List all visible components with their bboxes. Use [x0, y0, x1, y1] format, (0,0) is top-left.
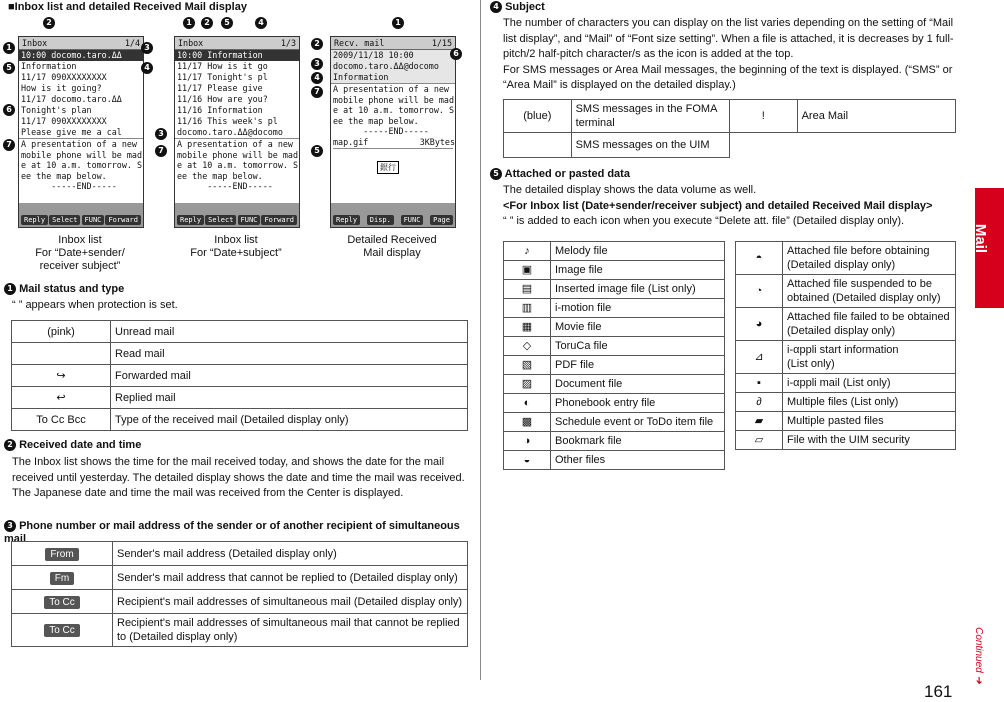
row-icon: [12, 321, 111, 343]
section-2-text: The Inbox list shows the time for the mail received today, and shows the date for the mail received until yesterday. The detailed display shows the date and time the mail was received. The Japanese date and time the mail was received from the Center is displayed.: [12, 456, 465, 499]
callout-number: 1: [3, 42, 15, 54]
row-icon: [736, 431, 783, 450]
row-text: File with the UIM security: [783, 431, 956, 450]
row-text: Phonebook entry file: [551, 394, 725, 413]
soft-key[interactable]: FUNC: [238, 215, 261, 225]
soft-key[interactable]: Reply: [177, 215, 204, 225]
row-icon-label: ◑: [523, 435, 531, 447]
mail-body-preview: A presentation of a new mobile phone will be mad e at 10 a.m. tomorrow. S ee the map below. -----END-----: [333, 84, 455, 136]
row-icon-label: ▩: [521, 416, 533, 428]
callout-number: 3: [311, 58, 323, 70]
mail-list-item: 2009/11/18 10:00: [331, 50, 455, 61]
callout-number: 3: [141, 42, 153, 54]
callout-number: 4: [141, 62, 153, 74]
row-icon: [504, 413, 551, 432]
mail-list-item: 11/16 Information: [177, 105, 263, 115]
row-text: [797, 133, 955, 158]
map-label: 銀行: [377, 161, 399, 174]
row-text: i-αppli start information (List only): [783, 341, 956, 374]
row-icon-label: From: [45, 548, 78, 561]
row-icon: [736, 341, 783, 374]
phone-title-bar: [175, 37, 299, 50]
row-text: Multiple files (List only): [783, 393, 956, 412]
table-row: [12, 566, 468, 590]
callout-number: 7: [311, 86, 323, 98]
soft-key[interactable]: Forward: [261, 215, 297, 225]
table-row: [504, 356, 725, 375]
row-icon: [504, 375, 551, 394]
row-text: SMS messages in the FOMA terminal: [571, 100, 729, 133]
row-icon-label: (pink): [47, 325, 75, 338]
row-icon: [12, 387, 111, 409]
row-icon-label: ◐: [523, 397, 531, 409]
soft-key[interactable]: Reply: [333, 215, 360, 225]
protection-note-text: “ ” appears when protection is set.: [12, 299, 178, 311]
section-5-text-1: The detailed display shows the data volume as well.: [503, 184, 757, 196]
phone-caption: Detailed Received Mail display: [347, 234, 437, 259]
section-title: ■Inbox list and detailed Received Mail display: [8, 1, 247, 13]
phone-caption: Inbox list For “Date+subject”: [190, 234, 282, 259]
row-text: Other files: [551, 451, 725, 470]
sms-table: [503, 99, 956, 158]
status-table: [11, 320, 468, 431]
table-row: [504, 299, 725, 318]
callout-number: 3: [4, 520, 16, 532]
mail-list-item: 11/17 How is it go: [177, 61, 268, 71]
table-row: [504, 318, 725, 337]
table-row: [12, 614, 468, 647]
phone-screen: [18, 36, 144, 228]
soft-key-bar: [175, 203, 299, 227]
mail-list-item: 11/16 This week's pl: [177, 116, 278, 126]
row-text: i-motion file: [551, 299, 725, 318]
attachment-row: [331, 137, 455, 148]
soft-key[interactable]: FUNC: [82, 215, 105, 225]
phone-title: Recv. mail: [334, 38, 385, 48]
row-icon-label: ▱: [754, 434, 764, 446]
row-icon: [736, 308, 783, 341]
mail-body-preview: A presentation of a new mobile phone will be mad e at 10 a.m. tomorrow. S ee the map below. -----END-----: [21, 139, 143, 191]
section-2-title: Received date and time: [19, 439, 142, 451]
callout-number: 7: [3, 139, 15, 151]
callout-number: 6: [3, 104, 15, 116]
section-4-heading: [490, 1, 545, 14]
row-icon: [504, 261, 551, 280]
row-icon-label: ⊿: [754, 351, 764, 363]
mail-list-item: 11/17 090XXXXXXXX: [21, 116, 107, 126]
callout-number: 1: [183, 17, 195, 29]
row-text: Multiple pasted files: [783, 412, 956, 431]
row-icon-label: ▣: [521, 264, 533, 276]
attachment-name: map.gif: [333, 136, 369, 147]
row-text: Bookmark file: [551, 432, 725, 451]
table-row: [504, 280, 725, 299]
phone-title: Inbox: [22, 38, 48, 48]
section-1-title: Mail status and type: [19, 283, 125, 295]
row-icon: [504, 280, 551, 299]
phone-title-bar: [331, 37, 455, 50]
protection-note: [12, 298, 178, 314]
row-icon: [12, 365, 111, 387]
mail-list-item: 11/16 How are you?: [177, 94, 268, 104]
table-row: [504, 432, 725, 451]
section-5-text-3: “ ” is added to each icon when you execute “Delete att. file” (Detailed display only).: [503, 215, 905, 227]
table-row: [504, 133, 956, 158]
row-text: Attached file before obtaining (Detailed display only): [783, 242, 956, 275]
row-icon-label: ▰: [754, 415, 764, 427]
section-3-title: Phone number or mail address of the sender or of another recipient of simultaneous mail: [4, 520, 460, 545]
row-text: Document file: [551, 375, 725, 394]
callout-number: 4: [255, 17, 267, 29]
table-row: [12, 542, 468, 566]
mail-list-item: docomo.taro.ΔΔ@docomo: [177, 127, 283, 137]
table-row: [736, 431, 956, 450]
row-text: Attached file failed to be obtained (Detailed display only): [783, 308, 956, 341]
phone-page: 1/15: [431, 38, 452, 48]
row-icon-label: ▨: [521, 378, 533, 390]
phone-page: 1/4: [124, 38, 140, 48]
callout-number: 5: [490, 168, 502, 180]
row-icon-label: ▥: [521, 302, 533, 314]
phone-screen: [330, 36, 456, 228]
row-icon-label: To Cc Bcc: [36, 413, 86, 426]
row-icon-label: ◕: [755, 318, 763, 330]
row-icon: [504, 432, 551, 451]
phone-screen: [174, 36, 300, 228]
mail-list-item: Information: [331, 72, 455, 83]
continued-label: Continued ➜: [972, 627, 984, 684]
table-row: [504, 261, 725, 280]
row-text: Attached file suspended to be obtained (Detailed display only): [783, 275, 956, 308]
row-icon-label: ♪: [524, 245, 530, 257]
map-image: [333, 148, 453, 189]
callout-number: 7: [155, 145, 167, 157]
row-icon: [12, 590, 113, 614]
table-row: [12, 387, 468, 409]
section-2-heading: [4, 439, 141, 452]
row-icon: [504, 318, 551, 337]
row-text: PDF file: [551, 356, 725, 375]
attach-table-right: [735, 241, 956, 450]
callout-number: 2: [311, 38, 323, 50]
section-4-title: Subject: [505, 1, 545, 13]
row-text: Forwarded mail: [111, 365, 468, 387]
section-5-text-2: <For Inbox list (Date+sender/receiver subject) and detailed Received Mail display>: [503, 200, 933, 212]
mail-list-item: 10:00 docomo.taro.ΔΔ: [19, 50, 143, 61]
row-icon: [736, 242, 783, 275]
soft-key[interactable]: Disp.: [367, 215, 394, 225]
table-row: [504, 413, 725, 432]
row-icon: [504, 299, 551, 318]
phone-caption: Inbox list For “Date+sender/ receiver subject”: [35, 234, 125, 272]
row-icon-label: ∂: [756, 396, 762, 408]
soft-key[interactable]: Select: [49, 215, 80, 225]
callout-number: 6: [450, 48, 462, 60]
row-text: Recipient's mail addresses of simultaneous mail (Detailed display only): [113, 590, 468, 614]
section-4-text: The number of characters you can display on the list varies depending on the setting of “Mail list display”, and “Mail” of “Font size setting”. When a file is attached, it is decreases by 1 full-pitch/2 half-pitch character/s as the icon is added at the top. For SMS messages or Area Mail messages, the beginning of the text is displayed. (“SMS” or “Area Mail” is displayed on the detailed display.): [503, 17, 954, 91]
callout-number: 5: [221, 17, 233, 29]
soft-key[interactable]: Select: [205, 215, 236, 225]
sender-table: [11, 541, 468, 647]
table-row: [504, 375, 725, 394]
row-icon: [729, 133, 797, 158]
side-tab-label: Mail: [972, 223, 990, 254]
table-row: [736, 393, 956, 412]
table-row: [12, 343, 468, 365]
row-icon: [504, 356, 551, 375]
row-text: Area Mail: [797, 100, 955, 133]
row-text: SMS messages on the UIM: [571, 133, 729, 158]
mail-list-item: 11/17 090XXXXXXXX: [21, 72, 107, 82]
phone-page: 1/3: [280, 38, 296, 48]
mail-list-item: Please give me a cal: [21, 127, 122, 137]
row-icon: [736, 393, 783, 412]
row-text: Melody file: [551, 242, 725, 261]
row-icon-label: !: [761, 110, 765, 122]
row-text: Recipient's mail addresses of simultaneous mail that cannot be replied to (Detailed display only): [113, 614, 468, 647]
mail-body-preview: A presentation of a new mobile phone will be mad e at 10 a.m. tomorrow. S ee the map below. -----END-----: [177, 139, 299, 191]
table-row: [12, 365, 468, 387]
table-row: [504, 451, 725, 470]
row-text: Schedule event or ToDo item file: [551, 413, 725, 432]
table-row: [736, 242, 956, 275]
section-5-heading: [490, 168, 630, 181]
soft-key[interactable]: Forward: [105, 215, 141, 225]
row-text: ToruCa file: [551, 337, 725, 356]
row-icon-label: ◒: [523, 454, 531, 466]
row-text: Type of the received mail (Detailed display only): [111, 409, 468, 431]
soft-key[interactable]: Page: [430, 215, 453, 225]
row-icon: [12, 614, 113, 647]
row-icon-label: ↩: [56, 391, 66, 404]
row-text: Movie file: [551, 318, 725, 337]
section-1-heading: [4, 283, 124, 296]
table-row: [504, 100, 956, 133]
row-icon-label: ▧: [521, 359, 533, 371]
row-text: Image file: [551, 261, 725, 280]
table-row: [504, 394, 725, 413]
row-icon: [12, 566, 113, 590]
callout-number: 5: [3, 62, 15, 74]
page-number: 161: [924, 682, 953, 701]
soft-key-bar: [19, 203, 143, 227]
table-row: [736, 412, 956, 431]
callout-number: 4: [311, 72, 323, 84]
row-icon: [504, 337, 551, 356]
row-icon-label: ▪: [757, 377, 761, 389]
row-icon: [12, 542, 113, 566]
row-icon: [729, 100, 797, 133]
row-icon-label: ▤: [521, 283, 533, 295]
row-icon-label: ◔: [755, 285, 763, 297]
row-icon: [504, 133, 572, 158]
callout-number: 1: [392, 17, 404, 29]
row-icon: [504, 242, 551, 261]
table-row: [504, 337, 725, 356]
row-icon-label: To Cc: [44, 596, 80, 609]
row-text: Read mail: [111, 343, 468, 365]
table-row: [736, 341, 956, 374]
column-divider: [480, 0, 481, 680]
row-icon-label: ▦: [521, 321, 533, 333]
mail-list-item: 11/17 Please give: [177, 83, 263, 93]
mail-list-item: 11/17 docomo.taro.ΔΔ: [21, 94, 122, 104]
row-icon: [736, 412, 783, 431]
row-icon: [504, 451, 551, 470]
row-text: i-αppli mail (List only): [783, 374, 956, 393]
table-row: [736, 275, 956, 308]
mail-list-item: 11/17 Tonight's pl: [177, 72, 268, 82]
table-row: [12, 321, 468, 343]
mail-list-item: 10:00 Information: [175, 50, 299, 61]
soft-key-bar: [331, 203, 455, 227]
row-icon: [736, 374, 783, 393]
row-icon: [504, 394, 551, 413]
mail-list-item: docomo.taro.ΔΔ@docomo: [331, 61, 455, 72]
row-icon: [12, 409, 111, 431]
row-icon: [12, 343, 111, 365]
row-icon-label: ↪: [56, 369, 66, 382]
continued-text: Continued: [972, 627, 984, 673]
mail-list-item: Tonight's plan: [21, 105, 92, 115]
attachment-size: 3KBytes: [419, 136, 455, 147]
table-row: [12, 590, 468, 614]
row-icon-label: ◓: [755, 252, 763, 264]
phone-title: Inbox: [178, 38, 204, 48]
table-row: [736, 308, 956, 341]
callout-number: 2: [43, 17, 55, 29]
callout-number: 2: [4, 439, 16, 451]
row-icon-label: ◇: [522, 340, 532, 352]
row-icon: [504, 100, 572, 133]
table-row: [12, 409, 468, 431]
row-text: Unread mail: [111, 321, 468, 343]
callout-number: 2: [201, 17, 213, 29]
row-icon-label: Fm: [50, 572, 74, 585]
callout-number: 4: [490, 1, 502, 13]
row-icon-label: (blue): [523, 110, 552, 122]
row-text: Sender's mail address that cannot be replied to (Detailed display only): [113, 566, 468, 590]
callout-number: 5: [311, 145, 323, 157]
table-row: [504, 242, 725, 261]
phone-title-bar: [19, 37, 143, 50]
callout-number: 1: [4, 283, 16, 295]
attach-table-left: [503, 241, 725, 470]
row-icon-label: To Cc: [44, 624, 80, 637]
mail-list-item: How is it going?: [21, 83, 102, 93]
row-text: Sender's mail address (Detailed display only): [113, 542, 468, 566]
row-text: Replied mail: [111, 387, 468, 409]
callout-number: 3: [155, 128, 167, 140]
section-5-title: Attached or pasted data: [504, 168, 630, 180]
soft-key[interactable]: Reply: [21, 215, 48, 225]
table-row: [736, 374, 956, 393]
mail-list-item: Information: [21, 61, 77, 71]
row-text: Inserted image file (List only): [551, 280, 725, 299]
row-icon: [736, 275, 783, 308]
soft-key[interactable]: FUNC: [401, 215, 424, 225]
